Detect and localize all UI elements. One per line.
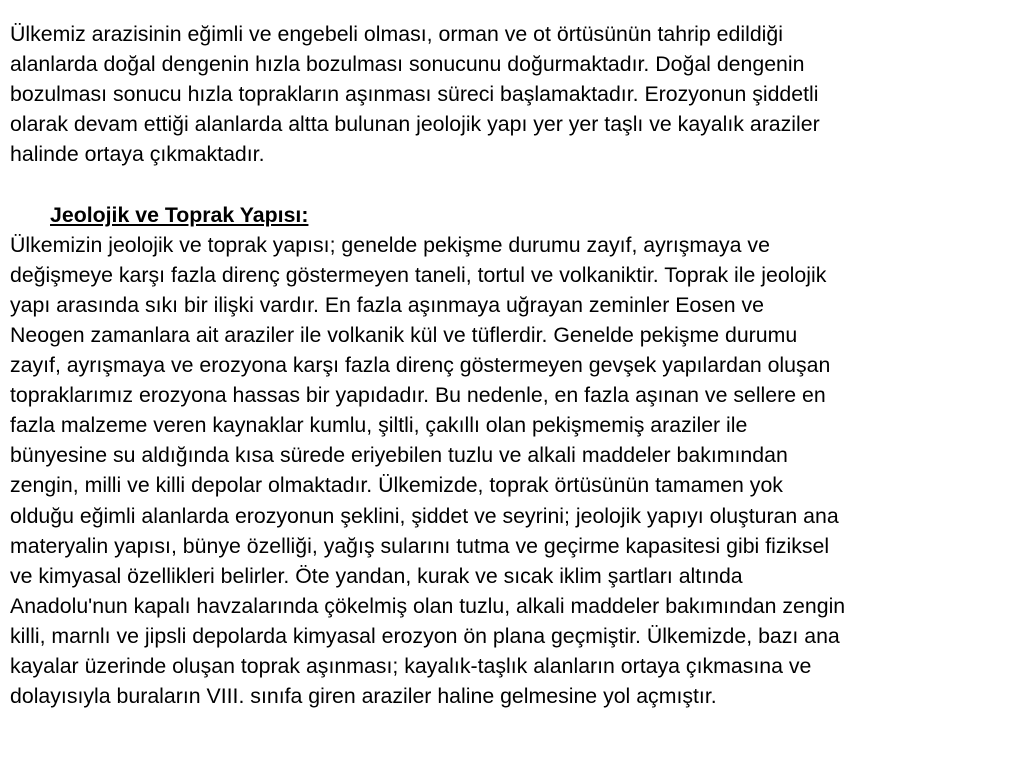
section-heading: Jeolojik ve Toprak Yapısı: [50,202,309,227]
text-line: materyalin yapısı, bünye özelliği, yağış sularını tutma ve geçirme kapasitesi gibi fiziksel [10,533,830,558]
text-line: olarak devam ettiği alanlarda altta bulunan jeolojik yapı yer yer taşlı ve kayalık araziler [10,112,820,137]
body-paragraph [10,230,1018,712]
intro-paragraph [10,19,1018,169]
text-line: dolayısıyla buraların VIII. sınıfa giren araziler haline gelmesine yol açmıştır. [10,684,717,709]
text-line: kayalar üzerinde oluşan toprak aşınması; kayalık-taşlık alanların ortaya çıkmasına ve [10,653,812,678]
text-line: Neogen zamanlara ait araziler ile volkanik kül ve tüflerdir. Genelde pekişme durumu [10,322,798,347]
text-line: Ülkemizin jeolojik ve toprak yapısı; genelde pekişme durumu zayıf, ayrışmaya ve [10,232,770,257]
text-line: fazla malzeme veren kaynaklar kumlu, şiltli, çakıllı olan pekişmemiş araziler ile [10,413,748,438]
text-line: yapı arasında sıkı bir ilişki vardır. En fazla aşınmaya uğrayan zeminler Eosen ve [10,292,765,317]
text-line: alanlarda doğal dengenin hızla bozulması sonucunu doğurmaktadır. Doğal dengenin [10,52,805,77]
text-line: Ülkemiz arazisinin eğimli ve engebeli olması, orman ve ot örtüsünün tahrip edildiği [10,22,783,46]
text-line: zayıf, ayrışmaya ve erozyona karşı fazla direnç göstermeyen gevşek yapılardan oluşan [10,353,831,378]
text-line: Anadolu'nun kapalı havzalarında çökelmiş olan tuzlu, alkali maddeler bakımından zengin [10,593,846,618]
text-line: zengin, milli ve killi depolar olmaktadır. Ülkemizde, toprak örtüsünün tamamen yok [10,473,783,498]
text-line: halinde ortaya çıkmaktadır. [10,142,265,167]
document-page [10,19,1018,711]
text-line: olduğu eğimli alanlarda erozyonun şeklini, şiddet ve seyrini; jeolojik yapıyı oluşturan ana [10,503,839,528]
text-line: bozulması sonucu hızla toprakların aşınması süreci başlamaktadır. Erozyonun şiddetli [10,82,819,107]
text-line: topraklarımız erozyona hassas bir yapıdadır. Bu nedenle, en fazla aşınan ve sellere en [10,383,826,408]
text-line: bünyesine su aldığında kısa sürede eriyebilen tuzlu ve alkali maddeler bakımından [10,443,788,468]
text-line: ve kimyasal özellikleri belirler. Öte yandan, kurak ve sıcak iklim şartları altında [10,563,743,588]
text-line: değişmeye karşı fazla direnç göstermeyen taneli, tortul ve volkaniktir. Toprak ile jeolojik [10,262,827,287]
text-line: killi, marnlı ve jipsli depolarda kimyasal erozyon ön plana geçmiştir. Ülkemizde, bazı ana [10,623,840,648]
